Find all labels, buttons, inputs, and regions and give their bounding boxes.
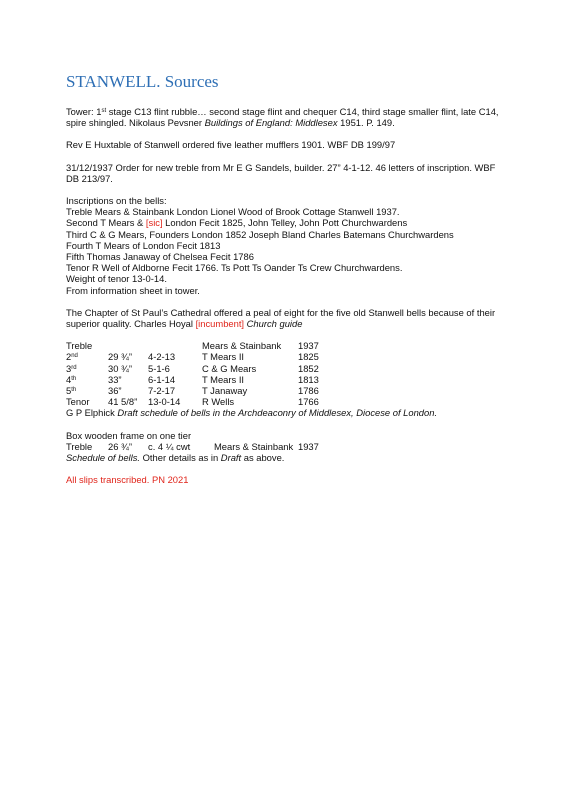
pevsner-book-title: Buildings of England: Middlesex — [204, 117, 338, 129]
bells-table — [66, 340, 506, 418]
bell-founder: T Mears II — [202, 351, 245, 363]
inscriptions-heading: Inscriptions on the bells: — [66, 195, 167, 207]
bell-name: Tenor — [66, 396, 90, 408]
bell-diameter: 29 ¾” — [108, 351, 132, 363]
bell-year: 1852 — [298, 362, 319, 374]
bell-diameter: 41 5/8” — [108, 396, 138, 408]
bell-founder: T Mears II — [202, 373, 245, 385]
bell-weight: 13-0-14 — [148, 396, 181, 408]
elphick-author: G P Elphick — [66, 407, 118, 419]
bell-weight: 6-1-14 — [148, 373, 176, 385]
bell-year: 1813 — [298, 373, 319, 385]
huxtable-paragraph: Rev E Huxtable of Stanwell ordered five leather mufflers 1901. WBF DB 199/97 — [66, 139, 396, 151]
bell-year: 1786 — [298, 385, 319, 396]
bell-diameter: 30 ¾” — [108, 362, 132, 374]
tenor-weight: Weight of tenor 13-0-14. — [66, 273, 167, 285]
bell-name: 5th — [66, 385, 77, 396]
elphick-draft-title: Draft schedule of bells in the Archdeaconry of Middlesex, Diocese of London. — [117, 407, 438, 419]
bell-diameter: 33” — [108, 373, 122, 385]
tower-paragraph — [66, 106, 506, 128]
bell-diameter: 26 ¾” — [108, 440, 132, 452]
elphick-source — [66, 407, 506, 418]
bell-year: 1825 — [298, 351, 319, 363]
bell-founder: Mears & Stainbank — [202, 340, 282, 352]
bell-founder: C & G Mears — [202, 362, 257, 374]
bell-name: 3rd — [66, 362, 77, 374]
incumbent-annotation: [incumbent] — [195, 318, 245, 330]
tower-sup: st — [101, 108, 107, 114]
bell-name: 2nd — [66, 351, 78, 363]
draft-title: Draft — [220, 451, 242, 463]
chapter-text: The Chapter of St Paul’s Cathedral offered a peal of eight for the five old Stanwell bells because of their superior quality. Charles Hoyal — [66, 306, 496, 330]
bell-year: 1937 — [298, 340, 319, 352]
bell-name: Treble — [66, 340, 93, 352]
table-row — [66, 374, 506, 385]
bell-weight: 4-2-13 — [148, 351, 176, 363]
bell-name: 4th — [66, 373, 77, 385]
inscription-treble: Treble Mears & Stainbank London Lionel Wood of Brook Cottage Stanwell 1937. — [66, 206, 400, 218]
bell-weight: 5-1-6 — [148, 362, 170, 374]
table-row — [66, 385, 506, 396]
bell-founder: Mears & Stainbank — [214, 440, 294, 452]
table-row — [66, 363, 506, 374]
schedule-source: Schedule of bells. Other details as in Draft as above. — [66, 451, 285, 463]
order-paragraph: 31/12/1937 Order for new treble from Mr E G Sandels, builder. 27” 4-1-12. 46 letters of inscription. WBF DB 213/97. — [66, 161, 496, 184]
table-row — [66, 340, 506, 351]
document-page — [66, 72, 506, 485]
bell-year: 1766 — [298, 396, 319, 408]
tower-text: Tower: 1 — [66, 106, 102, 117]
sic-annotation: [sic] — [145, 217, 163, 229]
table-row — [66, 396, 506, 407]
inscription-second-text: Second T Mears & — [66, 217, 146, 229]
bell-name: Treble — [66, 440, 93, 452]
schedule-title: Schedule of bells. — [66, 451, 141, 463]
frame-description: Box wooden frame on one tier — [66, 429, 192, 441]
inscription-fourth: Fourth T Mears of London Fecit 1813 — [66, 239, 221, 251]
bell-weight: c. 4 ¼ cwt — [148, 440, 191, 452]
bell-year: 1937 — [298, 440, 319, 452]
inscriptions-source: From information sheet in tower. — [66, 284, 200, 296]
inscription-second — [66, 217, 506, 228]
bell-founder: R Wells — [202, 396, 235, 408]
bell-diameter: 36” — [108, 385, 122, 396]
table-row — [66, 351, 506, 362]
bell-weight: 7-2-17 — [148, 385, 176, 396]
tower-text-2: stage C13 flint rubble… second stage flint and chequer C14, third stage smaller flint, late C14, spire shingled. Nikolaus Pevsner — [66, 106, 499, 129]
inscription-second-text-2: London Fecit 1825, John Telley, John Pott Churchwardens — [162, 217, 408, 229]
inscription-third: Third C & G Mears, Founders London 1852 Joseph Bland Charles Batemans Churchwardens — [66, 228, 454, 240]
transcription-note: All slips transcribed. PN 2021 — [66, 474, 189, 486]
bell-founder: T Janaway — [202, 385, 248, 396]
tower-text-3: 1951. P. 149. — [337, 117, 395, 129]
inscription-tenor: Tenor R Well of Aldborne Fecit 1766. Ts Pott Ts Oander Ts Crew Churchwardens. — [66, 262, 403, 274]
table-row — [66, 441, 506, 452]
page-title: STANWELL. Sources — [66, 72, 219, 91]
inscriptions-section — [66, 195, 506, 296]
chapter-paragraph — [66, 307, 506, 329]
frame-section — [66, 430, 506, 464]
church-guide-title: Church guide — [244, 318, 303, 330]
inscription-fifth: Fifth Thomas Janaway of Chelsea Fecit 1786 — [66, 251, 254, 263]
